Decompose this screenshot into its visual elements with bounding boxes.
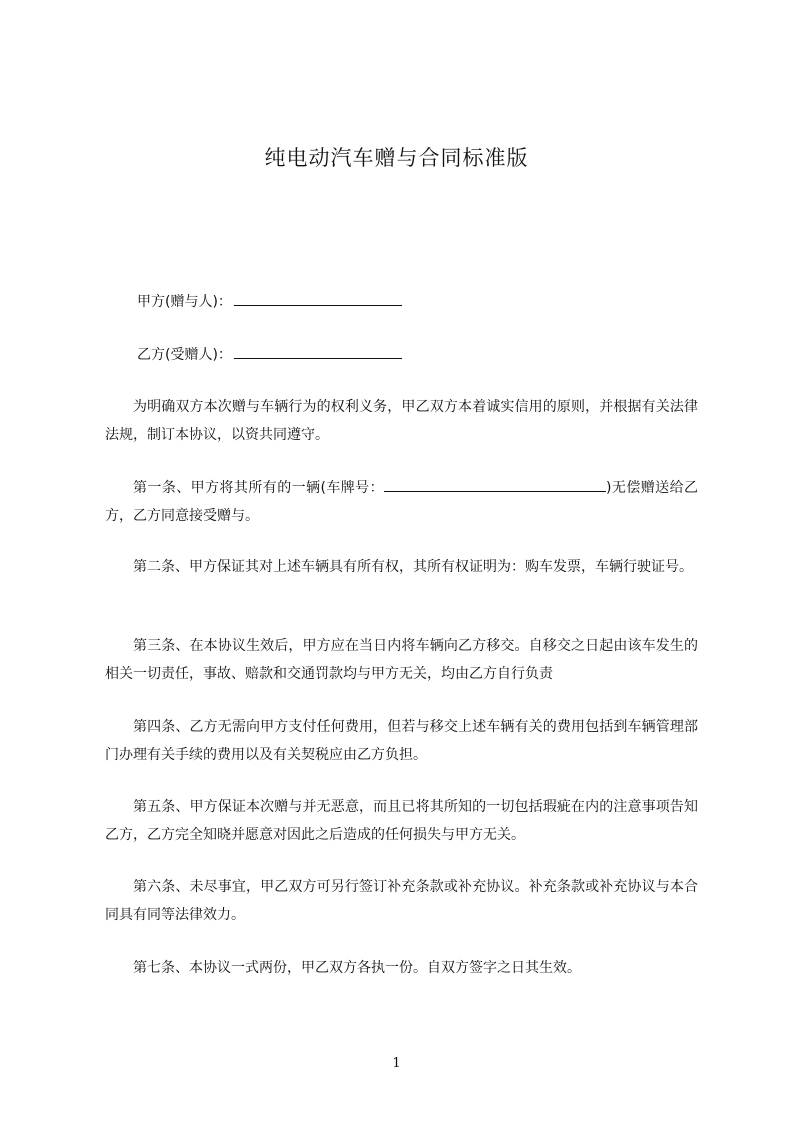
article-3-paragraph: 第三条、在本协议生效后，甲方应在当日内将车辆向乙方移交。自移交之日起由该车发生的相关一切责任，事故、赔款和交通罚款均与甲方无关，均由乙方自行负责 [105,638,698,682]
article-1-text-start: 第一条、甲方将其所有的一辆(车牌号： [133,480,385,496]
page-number: 1 [392,1056,401,1071]
party-b-label: 乙方(受赠人)： [137,347,232,363]
party-a-label: 甲方(赠与人)： [137,294,232,310]
article-1-text-end: )无偿赠送给乙方，乙方同意接受赠与。 [105,480,698,524]
preamble-paragraph: 为明确双方本次赠与车辆行为的权利义务，甲乙双方本着诚实信用的原则，并根据有关法律法规，制订本协议，以资共同遵守。 [105,399,698,443]
article-4-paragraph: 第四条、乙方无需向甲方支付任何费用，但若与移交上述车辆有关的费用包括到车辆管理部门办理有关手续的费用以及有关契税应由乙方负担。 [105,719,698,763]
article-5-paragraph: 第五条、甲方保证本次赠与并无恶意，而且已将其所知的一切包括瑕疵在内的注意事项告知乙方，乙方完全知晓并愿意对因此之后造成的任何损失与甲方无关。 [105,799,698,843]
article-1-paragraph [105,474,698,530]
article-6-paragraph: 第六条、未尽事宜，甲乙双方可另行签订补充条款或补充协议。补充条款或补充协议与本合同具有同等法律效力。 [105,879,698,923]
party-a-line [137,291,402,312]
article-7-paragraph: 第七条、本协议一式两份，甲乙双方各执一份。自双方签字之日其生效。 [133,960,581,976]
party-a-blank [234,291,402,306]
plate-number-blank [384,477,606,492]
article-2-paragraph: 第二条、甲方保证其对上述车辆具有所有权，其所有权证明为：购车发票，车辆行驶证号。 [133,559,693,575]
party-b-line [137,344,402,365]
document-title: 纯电动汽车赠与合同标准版 [264,146,529,170]
party-b-blank [234,344,402,359]
